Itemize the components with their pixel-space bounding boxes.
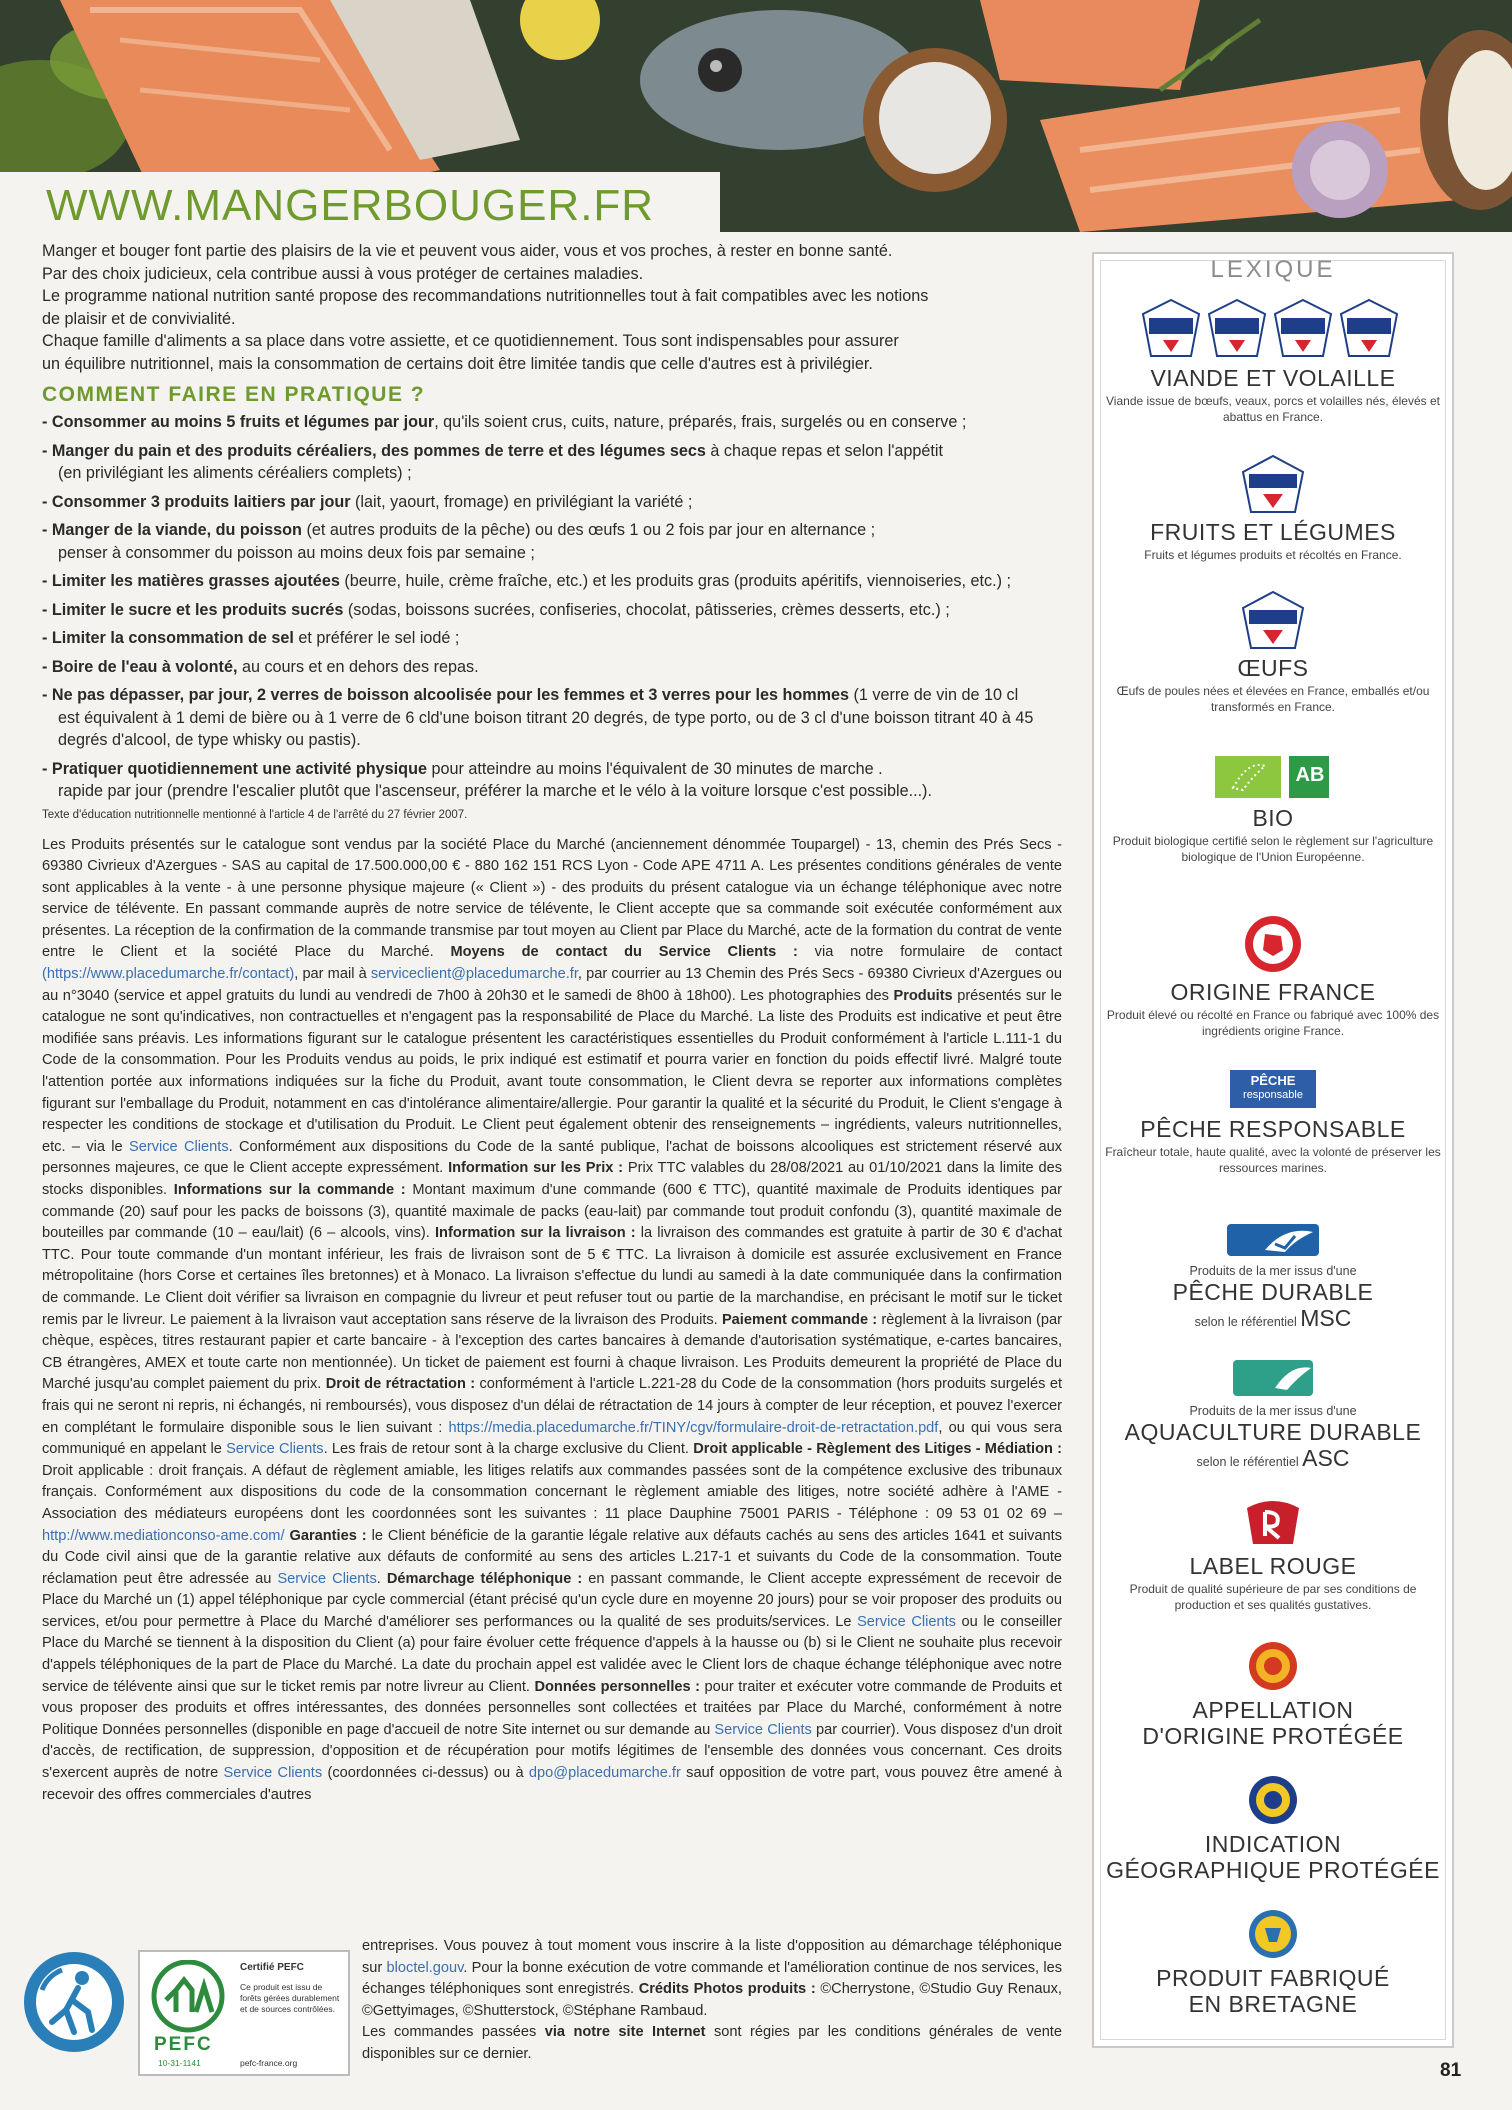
- recommendations-list: [42, 411, 1062, 803]
- intro-line: Le programme national nutrition santé propose des recommandations nutritionnelles tout à fait compatibles avec les notions: [42, 287, 929, 305]
- lexique-desc: Fruits et légumes produits et récoltés en France.: [1144, 548, 1402, 562]
- fruits-legumes-france-icon: [1241, 454, 1305, 514]
- lexique-entry-bretagne: [1094, 1908, 1452, 2017]
- lexique-entry-bio: [1094, 754, 1452, 865]
- label-rouge-icon: [1243, 1498, 1303, 1548]
- lexique-ref: selon le référentiel MSC: [1194, 1305, 1352, 1331]
- lexique-pre: Produits de la mer issus d'une: [1189, 1404, 1357, 1418]
- pefc-certification: [138, 1950, 350, 2076]
- lexique-entry-peche-durable: [1094, 1222, 1452, 1332]
- page-number: 81: [1440, 2060, 1462, 2081]
- mediation-link[interactable]: http://www.mediationconso-ame.com/: [42, 1527, 285, 1544]
- lexique-entry-fruits: [1094, 454, 1452, 563]
- lexique-ref: selon le référentiel ASC: [1196, 1445, 1350, 1471]
- peche-responsable-badge: PÊCHE responsable: [1230, 1070, 1316, 1108]
- produit-en-bretagne-icon: [1247, 1908, 1299, 1960]
- retractation-link[interactable]: https://media.placedumarche.fr/TINY/cgv/formulaire-droit-de-retractation.pdf: [448, 1419, 939, 1436]
- asc-fish-icon: [1231, 1358, 1315, 1398]
- service-clients-link[interactable]: Service Clients: [223, 1765, 323, 1782]
- service-clients-link[interactable]: Service Clients: [277, 1570, 377, 1587]
- pefc-tree-icon: [148, 1960, 228, 2034]
- lexique-entry-origine: [1094, 914, 1452, 1039]
- lexique-name: APPELLATION: [1192, 1697, 1354, 1723]
- oeufs-france-icon: [1241, 590, 1305, 650]
- service-clients-link[interactable]: Service Clients: [857, 1613, 956, 1630]
- list-item: - Manger de la viande, du poisson (et autres produits de la pêche) ou des œufs 1 ou 2 fois par jour en alternance ; penser à consommer du poisson au moins deux fois par semaine ;: [42, 521, 876, 562]
- igp-seal-icon: [1247, 1774, 1299, 1826]
- intro-text: [42, 240, 1062, 375]
- lexique-name: LABEL ROUGE: [1189, 1553, 1357, 1579]
- french-meat-badges-icon: [1133, 296, 1413, 360]
- intro-line: Manger et bouger font partie des plaisirs de la vie et peuvent vous aider, vous et vos proches, à rester en bonne santé.: [42, 242, 893, 260]
- lexique-entry-igp: [1094, 1774, 1452, 1883]
- intro-line: un équilibre nutritionnel, mais la consommation de certains doit être limitée tandis que celle d'autres est à privilégier.: [42, 354, 873, 373]
- lexique-title: LEXIQUE: [1210, 256, 1336, 283]
- lexique-name: VIANDE ET VOLAILLE: [1150, 365, 1396, 391]
- pefc-certified: Certifié PEFC: [240, 1962, 304, 1973]
- lexique-name: ŒUFS: [1237, 655, 1309, 681]
- lexique-name: PÊCHE DURABLE: [1172, 1279, 1374, 1305]
- service-clients-link[interactable]: Service Clients: [129, 1138, 229, 1155]
- dpo-email-link[interactable]: dpo@placedumarche.fr: [528, 1765, 681, 1782]
- lexique-desc: Produit biologique certifié selon le règlement sur l'agriculture biologique de l'Union Européenne.: [1112, 834, 1434, 864]
- lexique-name-2: GÉOGRAPHIQUE PROTÉGÉE: [1106, 1857, 1440, 1883]
- ab-logo-text: AB: [1295, 764, 1325, 786]
- lexique-name: PÊCHE RESPONSABLE: [1140, 1116, 1406, 1142]
- lexique-name: PRODUIT FABRIQUÉ: [1156, 1965, 1390, 1991]
- list-item: - Manger du pain et des produits céréaliers, des pommes de terre et des légumes secs à chaque repas et selon l'appétit (en privilégiant les aliments céréaliers complets) ;: [42, 441, 944, 482]
- list-item: - Consommer au moins 5 fruits et légumes par jour, qu'ils soient crus, cuits, nature, préparés, frais, surgelés ou en conserve ;: [42, 413, 967, 431]
- lexique-name-2: EN BRETAGNE: [1188, 1991, 1358, 2017]
- triman-logo: [22, 1950, 126, 2054]
- pefc-text: Ce produit est issu de forêts gérées durablement et de sources contrôlées.: [240, 1982, 340, 2014]
- list-item: - Ne pas dépasser, par jour, 2 verres de boisson alcoolisée pour les femmes et 3 verres pour les hommes (1 verre de vin de 10 cl est équivalent à 1 demi de bière ou à 1 verre de 6 cld'une boison titrant 20 degrés, de type porto, ou de 3 cl d'une boisson titrant 40 à 45 degrés d'alcool, de type whisky ou pastis).: [42, 686, 1034, 749]
- lexique-name-2: D'ORIGINE PROTÉGÉE: [1142, 1723, 1404, 1749]
- service-clients-link[interactable]: Service Clients: [226, 1441, 324, 1458]
- pefc-site: pefc-france.org: [240, 2058, 298, 2068]
- recycling-person-icon: [22, 1950, 126, 2054]
- lexique-entry-aquaculture: [1094, 1358, 1452, 1472]
- lexique-pre: Produits de la mer issus d'une: [1189, 1264, 1357, 1278]
- lexique-name: FRUITS ET LÉGUMES: [1150, 519, 1396, 545]
- legal-note: Texte d'éducation nutritionnelle mentionné à l'article 4 de l'arrêté du 27 février 2007.: [42, 808, 468, 821]
- pefc-label: PEFC: [154, 2034, 213, 2055]
- email-link[interactable]: serviceclient@placedumarche.fr: [370, 966, 578, 983]
- bloctel-link[interactable]: bloctel.gouv: [386, 1959, 464, 1976]
- site-url-heading: WWW.MANGERBOUGER.FR: [40, 180, 668, 232]
- lexique-name: INDICATION: [1204, 1831, 1342, 1857]
- lexique-desc: Produit élevé ou récolté en France ou fabriqué avec 100% des ingrédients origine France.: [1106, 1008, 1440, 1038]
- lexique-desc: Produit de qualité supérieure de par ses conditions de production et ses qualités gustatives.: [1129, 1582, 1417, 1612]
- contact-link[interactable]: (https://www.placedumarche.fr/contact): [42, 966, 295, 983]
- lexique-name: BIO: [1252, 805, 1294, 831]
- list-item: - Consommer 3 produits laitiers par jour (lait, yaourt, fromage) en privilégiant la variété ;: [42, 492, 693, 511]
- terms-tail: entreprises. Vous pouvez à tout moment vous inscrire à la liste d'opposition au démarchage téléphonique sur bloctel.gouv. Pour la bonne exécution de votre commande et l'amélioration continue de nos services, les échanges téléphoniques sont enregistrés. Crédits Photos produits : ©Cherrystone, ©Studio Guy Renaux, ©Gettyimages, ©Shutterstock, ©Stéphane Rambaud. Les commandes passées via notre site Internet sont régies par les conditions générales de vente disponibles sur ce dernier.: [362, 1938, 1063, 2062]
- lexique-entry-peche-responsable: [1094, 1070, 1452, 1176]
- terms-of-sale: Les Produits présentés sur le catalogue sont vendus par la société Place du Marché (anciennement dénommée Toupargel) - 13, chemin des Prés Secs - 69380 Civrieux d'Azergues - SAS au capital de 17.500.000,00 € - 880 162 151 RCS Lyon - Code APE 4711 A. Les présentes conditions générales de vente sont applicables à la vente - à une personne physique majeure (« Client ») - des produits du présent catalogue via un échange téléphonique avec notre service de télévente. En passant commande auprès de notre service de télévente, le Client accepte que sa commande soit exécutée conformément aux présentes. La réception de la confirmation de la commande transmise par tout moyen au Client par Place du Marché, acte de la formation du contrat de vente entre le Client et la société Place du Marché. Moyens de contact du Service Clients : via notre formulaire de contact (https://www.placedumarche.fr/contact), par mail à serviceclient@placedumarche.fr, par courrier au 13 Chemin des Prés Secs - 69380 Civrieux d'Azergues ou au n°3040 (service et appel gratuits du lundi au vendredi de 7h00 à 20h30 et le samedi de 8h00 à 18h00). Les photographies des Produits présentés sur le catalogue ne sont qu'indicatives, non contractuelles et n'engagent pas la responsabilité de Place du Marché. La liste des Produits est indicative et peut être modifiée sans préavis. Les informations figurant sur le catalogue présentent les caractéristiques essentielles du Produit conformément à l'article L.111-1 du Code de la consommation. Pour les Produits vendus au poids, le prix indiqué est estimatif et pourra varier en fonction du poids effectif livré. Malgré toute l'attention portée aux informations indiquées sur la fiche du Produit, avant toute consommation, le Client devra se reporter aux informations complètes figurant sur l'emballage du Produit, notamment en cas d'intolérance alimentaire/allergie. Pour garantir la qualité et la sécurité du Produit, le Client s'engage à respecter les conditions de stockage et d'utilisation du Produit. Le Client peut également obtenir des renseignements – ingrédients, valeurs nutritionnelles, etc. – via le Service Clients. Conformément aux dispositions du Code de la santé publique, l'achat de boissons alcooliques est strictement réservé aux personnes majeures, ce que le Client accepte expressément. Information sur les Prix : Prix TTC valables du 28/08/2021 au 01/10/2021 dans la limite des stocks disponibles. Informations sur la commande : Montant maximum d'une commande (600 € TTC), quantité maximale de Produits identiques par commande (20) sauf pour les packs de boissons (3), quantité maximale de packs (eau-lait) par commande tout produit confondu (3), quantité maximale de bouteilles par commande (10 – eau/lait) (6 – alcools, vins). Information sur la livraison : la livraison des commandes est gratuite à partir de 30 € d'achat TTC. Pour toute commande d'un montant inférieur, les frais de livraison sont de 5 € TTC. La livraison à domicile est assurée exclusivement en France métropolitaine (hors Corse et certaines îles bretonnes) et à Monaco. La livraison s'effectue du lundi au samedi à la date communiquée dans la confirmation de commande. Le Client doit vérifier sa livraison en compagnie du livreur et peut refuser tout ou partie de la marchandise, en précisant le motif sur le ticket remis par le livreur. Le paiement à la livraison vaut acceptation sans réserve de la livraison des Produits. Paiement commande : règlement à la livraison (par chèque, espèces, titres restaurant papier et carte bancaire - à l'exception des cartes bancaires à demande d'autorisation systématique, e-cartes bancaires, CB étrangères, AMEX et toute carte non mentionnée). Un ticket de paiement est fourni à chaque livraison. Les Produits demeurent la propriété de Place du Marché jusqu'au complet paiement du prix. Droit de rétractation : conformément à l'article L.221-28 du Code de la consommation (hors produits surgelés et frais qui ne seront ni repris, ni échangés, ni remboursés), vous disposez d'un délai de rétractation de 14 jours à compter de leur réception, et pouvez l'exercer en complétant le formulaire disponible sous le lien suivant : https://media.placedumarche.fr/TINY/cgv/formulaire-droit-de-retractation.pdf, ou qui vous sera communiqué en appelant le Service Clients. Les frais de retour sont à la charge exclusive du Client. Droit applicable - Règlement des Litiges - Médiation : Droit applicable : droit français. A défaut de règlement amiable, les litiges relatifs aux commandes passées sont de la compétence exclusive des tribunaux français. Conformément aux dispositions du code de la consommation concernant le règlement amiable des litiges, notre société adhère à l'AME - Association des médiateurs européens dont les coordonnées sont les suivantes : 11 place Dauphine 75001 PARIS - Téléphone : 09 53 01 02 69 – http://www.mediationconso-ame.com/ Garanties : le Client bénéficie de la garantie légale relative aux défauts cachés au sens des articles 1641 et suivants du Code civil ainsi que de la garantie relative aux défauts de conformité au sens des articles L.217-1 et suivants du Code de la consommation. Toute réclamation peut être adressée au Service Clients. Démarchage téléphonique : en passant commande, le Client accepte expressément de recevoir de Place du Marché un (1) appel téléphonique par cycle commercial (étant précisé qu'un cycle dure en moyenne 20 jours) pour se voir proposer des produits ou services, et/ou pour permettre à Place du Marché d'améliorer ses performances ou la qualité de ses produits/services. Le Service Clients ou le conseiller Place du Marché se tiennent à la disposition du Client (a) pour faire évoluer cette fréquence d'appels à la hausse ou (b) si le Client ne souhaite plus recevoir d'appels téléphoniques de la part de Place du Marché. La date du prochain appel est validée avec le Client lors de chaque échange téléphonique avec notre service de télévente ainsi que sur le ticket remis par notre livreur au Client. Données personnelles : pour traiter et exécuter votre commande de Produits et vous proposer des produits et offres intéressantes, des données personnelles sont collectées et traitées par Place du Marché, conformément à notre Politique Données personnelles (disponible en page d'accueil de notre Site internet ou sur demande au Service Clients par courrier). Vous disposez d'un droit d'accès, de rectification, de suppression, d'opposition et de récupération pour motifs légitimes de l'ensemble des données vous concernant. Ces droits s'exercent auprès de notre Service Clients (coordonnées ci-dessus) ou à dpo@placedumarche.fr sauf opposition de votre part, vous pouvez être amené à recevoir des offres commerciales d'autres: [42, 836, 1063, 1803]
- left-column: [42, 240, 1062, 1806]
- list-item: - Pratiquer quotidiennement une activité physique pour atteindre au moins l'équivalent de 30 minutes de marche . rapide par jour (prendre l'escalier plutôt que l'ascenseur, préférer la marche et le vélo à la voiture lorsque c'est possible...).: [42, 759, 932, 800]
- lexique-desc: Œufs de poules nées et élevées en France, emballés et/ou transformés en France.: [1116, 684, 1430, 714]
- list-item: - Boire de l'eau à volonté, au cours et en dehors des repas.: [42, 657, 479, 676]
- intro-line: Par des choix judicieux, cela contribue aussi à vous protéger de certaines maladies.: [42, 264, 644, 283]
- lexique-name: AQUACULTURE DURABLE: [1124, 1419, 1422, 1445]
- lexique-entry-oeufs: [1094, 590, 1452, 715]
- lexique-desc: Viande issue de bœufs, veaux, porcs et volailles nés, élevés et abattus en France.: [1106, 394, 1440, 424]
- lexique-entry-viande: [1094, 296, 1452, 425]
- msc-fish-icon: [1225, 1222, 1321, 1258]
- origine-france-seal-icon: [1243, 914, 1303, 974]
- how-title: COMMENT FAIRE EN PRATIQUE ?: [42, 383, 426, 406]
- intro-line: de plaisir et de convivialité.: [42, 309, 236, 328]
- list-item: - Limiter la consommation de sel et préférer le sel iodé ;: [42, 629, 460, 647]
- service-clients-link[interactable]: Service Clients: [714, 1721, 812, 1738]
- list-item: - Limiter le sucre et les produits sucrés (sodas, boissons sucrées, confiseries, chocolat, pâtisseries, crèmes desserts, etc.) ;: [42, 600, 950, 619]
- aop-seal-icon: [1247, 1640, 1299, 1692]
- list-item: - Limiter les matières grasses ajoutées (beurre, huile, crème fraîche, etc.) et les produits gras (produits apéritifs, viennoiseries, etc.) ;: [42, 572, 1011, 590]
- lexique-panel: [1092, 252, 1454, 2048]
- lexique-desc: Fraîcheur totale, haute qualité, avec la volonté de préserver les ressources marines.: [1105, 1145, 1441, 1175]
- pefc-code: 10-31-1141: [158, 2058, 201, 2068]
- lexique-entry-aop: [1094, 1640, 1452, 1749]
- lexique-name: ORIGINE FRANCE: [1170, 979, 1376, 1005]
- lexique-entry-label-rouge: [1094, 1498, 1452, 1613]
- food-banner: [0, 0, 1512, 232]
- intro-line: Chaque famille d'aliments a sa place dans votre assiette, et ce quotidiennement. Tous sont indispensables pour assurer: [42, 332, 899, 350]
